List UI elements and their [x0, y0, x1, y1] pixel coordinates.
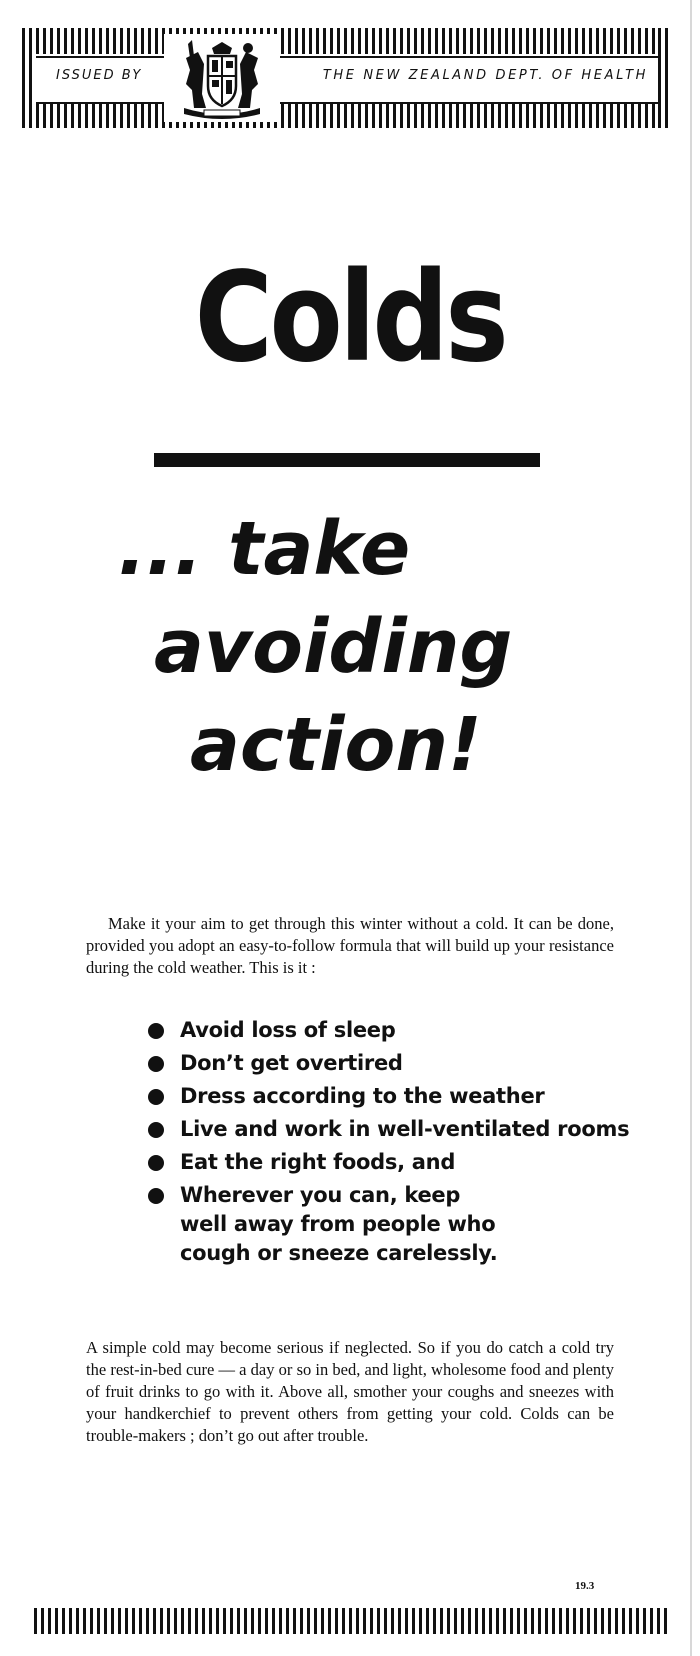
header-hatch-left: [22, 28, 36, 128]
header-hatch-top: [22, 28, 672, 54]
list-item: [148, 1016, 648, 1045]
footer-hatch: [34, 1608, 670, 1634]
list-item: [148, 1115, 648, 1144]
headline-rule: [154, 453, 540, 467]
list-item: [148, 1082, 648, 1111]
tagline-line-2: avoiding: [154, 604, 513, 690]
issued-by-label: ISSUED BY: [56, 68, 143, 83]
bullet-icon: [148, 1056, 164, 1072]
bullet-icon: [148, 1023, 164, 1039]
list-item-text: Eat the right foods, and: [180, 1150, 456, 1174]
list-item: [148, 1049, 648, 1078]
tagline: [110, 500, 590, 794]
list-item: [148, 1148, 648, 1177]
header-banner: [22, 28, 672, 128]
advice-list: [148, 1016, 648, 1272]
intro-paragraph: Make it your aim to get through this winter without a cold. It can be done, provided you adopt an easy-to-follow formula that will build up your resistance during the cold weather. This is it :: [86, 913, 614, 977]
bullet-icon: [148, 1188, 164, 1204]
bullet-icon: [148, 1155, 164, 1171]
header-band: [36, 56, 658, 104]
list-item: [148, 1181, 510, 1268]
headline: Colds: [194, 246, 506, 390]
tagline-line-1: ... take: [118, 506, 411, 592]
header-hatch-right: [658, 28, 672, 128]
department-label: THE NEW ZEALAND DEPT. OF HEALTH: [322, 68, 648, 83]
list-item-text: Avoid loss of sleep: [180, 1018, 396, 1042]
list-item-text: Dress according to the weather: [180, 1084, 545, 1108]
print-code: 19.3: [575, 1580, 595, 1592]
list-item-text: Live and work in well-ventilated rooms: [180, 1117, 630, 1141]
list-item-text: Wherever you can, keep well away from people who cough or sneeze carelessly.: [180, 1183, 498, 1265]
closing-paragraph: A simple cold may become serious if neglected. So if you do catch a cold try the rest-in-bed cure — a day or so in bed, and light, wholesome food and plenty of fruit drinks to go with it. Above all, smother your coughs and sneezes with your handkerchief to prevent others from getting your cold. Colds can be trouble-makers ; don’t go out after trouble.: [86, 1337, 614, 1445]
coat-of-arms-icon: [164, 34, 280, 122]
bullet-icon: [148, 1089, 164, 1105]
bullet-icon: [148, 1122, 164, 1138]
list-item-text: Don’t get overtired: [180, 1051, 403, 1075]
header-hatch-bottom: [22, 102, 672, 128]
tagline-line-3: action!: [190, 702, 482, 788]
page-edge: [690, 0, 692, 1656]
